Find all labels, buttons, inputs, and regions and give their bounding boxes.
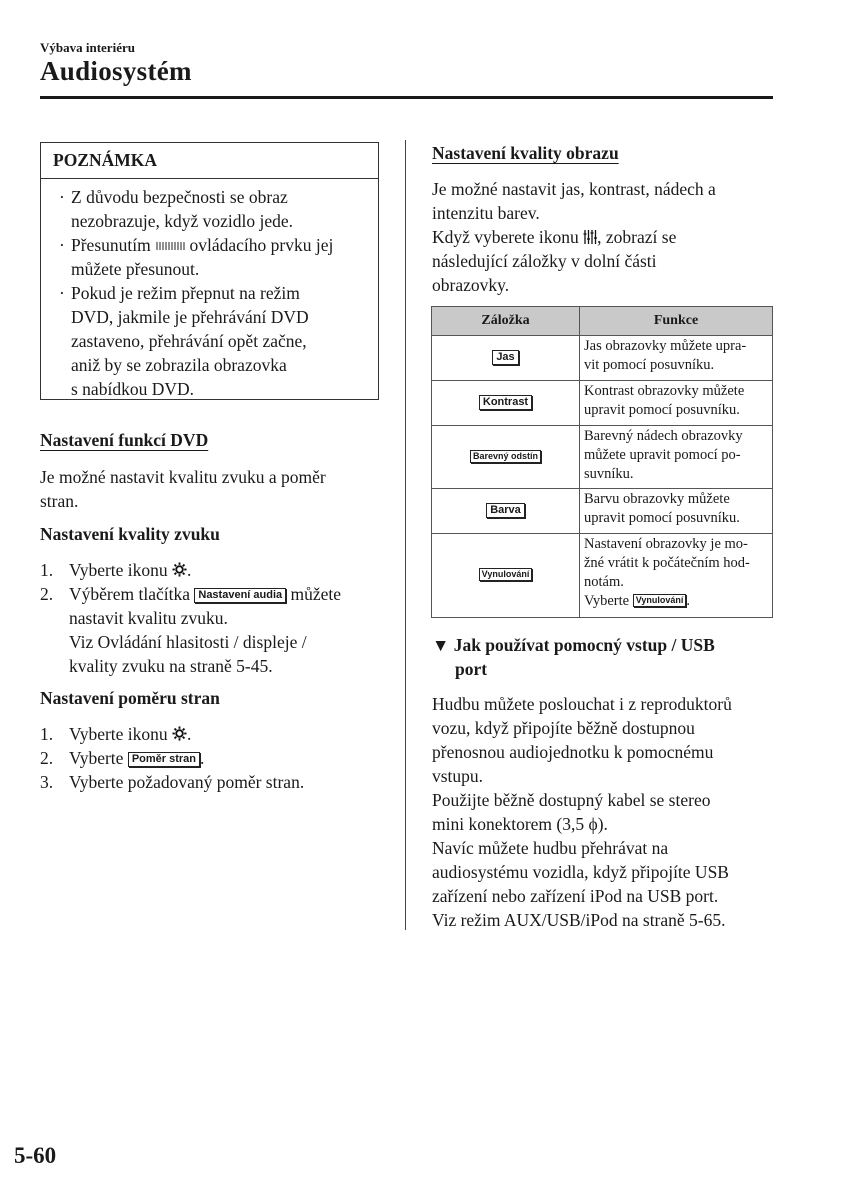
aux-line: Navíc můžete hudbu přehrávat na (432, 838, 669, 858)
column-header-function: Funkce (580, 307, 773, 336)
aux-line: Hudbu můžete poslouchat i z reproduktorů (432, 694, 732, 714)
step-number: 1. (40, 560, 54, 580)
picture-heading: Nastavení kvality obrazu (432, 143, 619, 163)
aspect-ratio-button: Poměr stran (128, 752, 200, 767)
settings-gear-icon (172, 562, 187, 577)
picture-line: intenzitu barev. (432, 203, 540, 223)
aspect-step-3 (40, 770, 385, 794)
step-text: Vyberte (69, 748, 124, 768)
aux-line: vstupu. (432, 766, 484, 786)
function-line: Vyberte (584, 593, 630, 609)
aux-line: audiosystému vozidla, když připojíte USB (432, 862, 729, 882)
note-line: DVD, jakmile je přehrávání DVD (71, 307, 309, 327)
note-list (41, 179, 378, 401)
reset-button: Vynulování (633, 594, 687, 607)
table-row (432, 336, 773, 381)
table-row (432, 489, 773, 534)
step-text: Výběrem tlačítka (69, 584, 190, 604)
note-line: zastaveno, přehrávání opět začne, (71, 331, 307, 351)
title-rule (40, 96, 773, 99)
tab-cell (432, 336, 580, 381)
aux-line: Viz režim AUX/USB/iPod na straně 5-65. (432, 910, 726, 930)
function-cell (580, 336, 773, 381)
picture-line: Když vyberete ikonu (432, 227, 579, 247)
page-title: Audiosystém (40, 56, 192, 86)
dvd-intro (40, 465, 380, 513)
step-text: Vyberte ikonu (69, 560, 168, 580)
aux-line: mini konektorem (3,5 ϕ). (432, 814, 608, 834)
sound-step-2 (40, 582, 385, 678)
table-header-row (432, 307, 773, 336)
step-number: 2. (40, 748, 54, 768)
step-text: Vyberte požadovaný poměr stran. (69, 772, 305, 792)
function-line: Kontrast obrazovky můžete (584, 383, 745, 399)
note-box (40, 142, 379, 400)
tab-cell (432, 534, 580, 618)
tab-contrast: Kontrast (479, 395, 532, 410)
note-item (59, 185, 370, 233)
table-row (432, 534, 773, 618)
function-line: upravit pomocí posuvníku. (584, 510, 740, 526)
audio-settings-button: Nastavení audia (194, 588, 286, 603)
step-text: kvality zvuku na straně 5-45. (69, 656, 273, 676)
tab-brightness: Jas (492, 350, 518, 365)
note-line: s nabídkou DVD. (71, 379, 194, 399)
sound-steps (40, 558, 385, 678)
function-line: žné vrátit k počátečním hod- (584, 555, 750, 571)
table-row (432, 426, 773, 489)
tab-cell (432, 489, 580, 534)
aspect-steps (40, 722, 385, 794)
triangle-bullet-icon: ▼ (432, 635, 450, 655)
grip-dots-icon (155, 241, 185, 251)
aux-heading-line: port (455, 659, 488, 679)
aux-line: vozu, když připojíte běžně dostupnou (432, 718, 695, 738)
table-row (432, 381, 773, 426)
aspect-step-1: 1. Vyberte ikonu . (40, 724, 192, 744)
note-title: POZNÁMKA (41, 143, 378, 179)
function-line: Barvu obrazovky můžete (584, 491, 730, 507)
picture-tabs-table (431, 306, 773, 618)
step-text: Viz Ovládání hlasitosti / displeje / (69, 632, 307, 652)
step-number: 2. (40, 584, 54, 604)
step-number: 3. (40, 772, 54, 792)
note-line: aniž by se zobrazila obrazovka (71, 355, 287, 375)
function-line: vit pomocí posuvníku. (584, 357, 715, 373)
sound-step-1: 1. Vyberte ikonu . (40, 560, 192, 580)
dvd-heading: Nastavení funkcí DVD (40, 430, 209, 450)
note-line: Přesunutím (71, 235, 151, 255)
picture-text (432, 177, 777, 297)
tab-color: Barva (486, 503, 525, 518)
function-cell (580, 381, 773, 426)
aux-heading (432, 633, 777, 681)
aux-text (432, 692, 777, 932)
column-header-tab: Záložka (432, 307, 580, 336)
page-number: 5-60 (14, 1143, 57, 1168)
note-line: Z důvodu bezpečnosti se obraz (71, 187, 288, 207)
step-text: můžete (290, 584, 342, 604)
note-line: můžete přesunout. (71, 259, 200, 279)
function-line: Nastavení obrazovky je mo- (584, 536, 748, 552)
function-line: můžete upravit pomocí po- (584, 447, 741, 463)
aux-line: zařízení nebo zařízení iPod na USB port. (432, 886, 719, 906)
picture-line: obrazovky. (432, 275, 510, 295)
tab-tint: Barevný odstín (470, 450, 541, 463)
sound-heading: Nastavení kvality zvuku (40, 524, 220, 544)
function-line: Jas obrazovky můžete upra- (584, 338, 747, 354)
note-line: ovládacího prvku jej (189, 235, 334, 255)
tab-reset: Vynulování (479, 568, 533, 581)
aux-line: přenosnou audiojednotku k pomocnému (432, 742, 714, 762)
function-line: suvníku. (584, 466, 634, 482)
function-cell: Nastavení obrazovky je mo- žné vrátit k počátečním hod- notám. Vyberte Vynulování . (580, 534, 773, 618)
note-item (59, 281, 370, 401)
function-line: upravit pomocí posuvníku. (584, 402, 740, 418)
note-item (59, 233, 370, 281)
step-text: Vyberte ikonu (69, 724, 168, 744)
dvd-intro-line: Je možné nastavit kvalitu zvuku a poměr (40, 467, 326, 487)
picture-line: , zobrazí se (597, 227, 677, 247)
step-text: nastavit kvalitu zvuku. (69, 608, 228, 628)
note-line: Pokud je režim přepnut na režim (71, 283, 300, 303)
aspect-step-2: 2. Vyberte Poměr stran . (40, 748, 205, 768)
aux-line: Použijte běžně dostupný kabel se stereo (432, 790, 711, 810)
note-line: nezobrazuje, když vozidlo jede. (71, 211, 294, 231)
dvd-intro-line: stran. (40, 491, 79, 511)
function-cell (580, 489, 773, 534)
column-divider (405, 140, 406, 930)
function-line: Barevný nádech obrazovky (584, 428, 743, 444)
picture-line: následující záložky v dolní části (432, 251, 657, 271)
function-line: notám. (584, 574, 624, 590)
section-label: Výbava interiéru (40, 40, 135, 55)
picture-line: Je možné nastavit jas, kontrast, nádech a (432, 179, 716, 199)
aspect-heading: Nastavení poměru stran (40, 688, 220, 708)
function-cell (580, 426, 773, 489)
equalizer-icon (583, 229, 597, 245)
aux-heading-line: Jak používat pomocný vstup / USB (453, 635, 715, 655)
step-number: 1. (40, 724, 54, 744)
settings-gear-icon (172, 726, 187, 741)
tab-cell (432, 426, 580, 489)
tab-cell (432, 381, 580, 426)
